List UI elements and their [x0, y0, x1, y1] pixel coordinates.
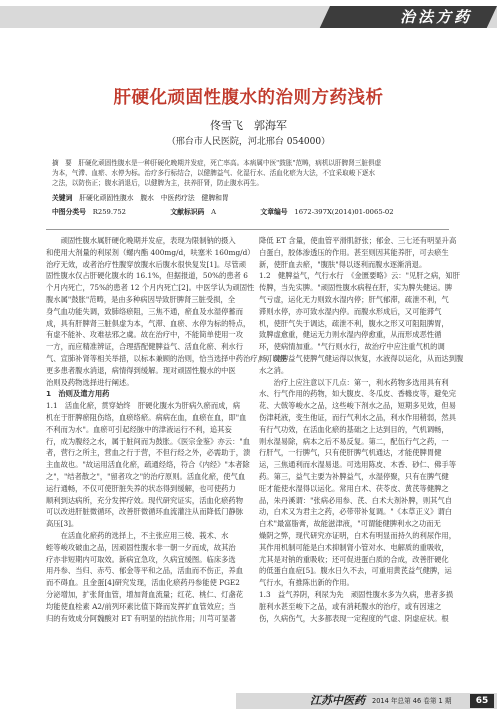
- classification-line: [52, 206, 446, 216]
- body-text-line: 之"，"结者散之"，"留者攻之"的治疗原则。活血化瘀，使气血: [46, 471, 246, 481]
- body-text-line: 治疗无效，或者治疗性腹穿放腹水后腹水很快复发[1]。尽管顽: [46, 259, 247, 269]
- keywords: 肝硬化顽固性腹水 腹水 中医药疗法 健脾和胃: [79, 194, 229, 202]
- body-text-line: 蛭等峻攻破血之品，因顽固性腹水非一朝一夕而成，故其治: [46, 542, 236, 552]
- doc-code-label: 文献标识码: [170, 208, 205, 216]
- body-text-line: 治则及药物选择进行阐述。: [46, 377, 134, 387]
- body-text-line: 传脾，当先实脾。"顽固性腹水病程在肝，实为脾失健运。脾: [259, 283, 453, 293]
- article-title: 肝硬化顽固性腹水的治则方药浅析: [113, 88, 384, 108]
- section-title: 治法方药: [400, 8, 473, 26]
- body-text-line: 旺才能使水湿得以运化。常用白术、茯苓皮、黄芪等健脾之: [259, 483, 449, 493]
- footer-bar: [236, 693, 497, 709]
- clc-code: R259.752: [92, 208, 127, 216]
- body-text-line: 更多患者腹水消退，病情得到缓解。现对顽固性腹水的中医: [46, 365, 236, 375]
- body-text-line: 不利而为水"。血瘀可引起经脉中的津液运行不利，追其妄: [46, 424, 232, 434]
- body-text-line: 成，具有肝脾肾三脏俱虚为本，气滞、血瘀、水停为标的特点，: [46, 318, 251, 328]
- body-text-line: 脏利水甚至峻下之品，或有消耗腹水的治疗，或有因速之: [259, 601, 442, 611]
- footer-issue: 2014 年总第 46 卷第 1 期: [372, 697, 452, 705]
- body-text-line: 在活血化瘀药的选择上，不主张应用三棱、莪术、水: [46, 530, 229, 540]
- body-text-line: 白蛋白，胶体渗透压的作用。甚至则因其能养肝，可去瘀生: [259, 247, 449, 257]
- body-text-line: 1.2 健脾益气，气行水行 《金匮要略》云："见肝之病，知肝: [259, 271, 461, 281]
- body-text-line: 而不碍血。且金蛋[4]研究发现，活血化瘀药丹参能使 PGE2: [46, 578, 240, 588]
- body-text-line: 畅，健脾益气使脾气健运得以恢复，水液得以运化，从而达到腹: [259, 353, 464, 363]
- body-text-line: 品，朱丹溪谓："张病必用参、芪、白术大剂补脾，则其气自: [259, 495, 453, 505]
- body-text-line: 分泌增加，扩张肾血管，增加肾血流量；红花、桃仁、灯盏花: [46, 589, 244, 599]
- section-heading: 1 治则及遣方用药: [46, 389, 110, 399]
- body-text-line: 顽固性腹水属肝硬化晚期并发症，表现为限制钠的摄入: [46, 236, 236, 245]
- abstract-line: 摘 要 肝硬化顽固性腹水是一种肝硬化晚期并发症，死亡率高。本病属中医"鼓胀"范畴，病机以肝脾肾三脏俱虚: [52, 159, 382, 167]
- body-text-line: 机，使肝气失于调达，疏泄不利，腹水之形又可阻阻脾胃，: [259, 318, 449, 328]
- body-text-line: 和使用大剂量的利尿剂（螺内酯 400mg/d，呋塞米 160mg/d）: [46, 247, 255, 257]
- body-text-line: 行，成为腹经之水，属于脏间而为鼓胀。《医宗金鉴》亦云："血: [46, 436, 251, 446]
- body-text-line: 其作用机制可能是白术抑制肾小管对水、电解质的重吸收，: [259, 542, 449, 552]
- body-text-line: 白术"最富脂膏，故能滋津液，"可谓能健脾利水之功而无: [259, 519, 441, 529]
- body-right-column: [259, 235, 464, 624]
- body-text-line: 则水湿易除，病本之后不易反复。第二，配伍行气之药，一: [259, 436, 449, 446]
- body-text-line: 均能使血栓素 A2/前列环素比值下降而发挥扩血管效应；当: [46, 601, 236, 611]
- body-text-line: 主血故也。"故运用活血化瘀，疏通经络，符合《内经》"本者除: [46, 460, 250, 470]
- page-number: 65: [470, 694, 494, 708]
- body-text-line: 气行水，有推陈出新的作用。: [259, 578, 354, 588]
- body-text-line: 疗亦非短期内可取效。新病宜急攻，久病宜缓图。临床多选: [46, 554, 236, 564]
- body-text-line: 身气血功能失调，致肺络瘀阻，三焦不通，瘀血及水湿停蓄而: [46, 306, 244, 316]
- body-text-line: 气、宣肺补肾等相关举措，以标本兼顾的治则，恰当选择中药治疗，可以使: [46, 353, 287, 363]
- body-text-line: 降低 ET 含量，使血管平滑肌舒张；郁金、三七还有明显升高: [259, 236, 457, 245]
- keywords-label: 关键词: [52, 194, 73, 202]
- body-text-line: 药。第三，益气主要为补脾益气，水湿停聚，只有在脾气健: [259, 471, 449, 481]
- body-text-line: 滞则水停，亦可致水湿内停。而腹水形成后，又可能滞气: [259, 306, 442, 316]
- article-affiliation: （邢台市人民医院，河北邢台 054000）: [166, 137, 331, 147]
- body-text-line: 有虚不能补、攻难祛邪之虞。故在治疗中，不能简单使用一攻: [46, 330, 244, 340]
- body-text-line: 有行气功效，在活血化瘀的基础之上达到目的，气机调畅，: [259, 424, 449, 434]
- doc-code: A: [211, 208, 217, 216]
- body-text-line: 固性腹水仅占肝硬化腹水的 16.1%，但据报道，50%的患者 6: [46, 271, 248, 281]
- abstract-line: 之法，以防伤正；腹水消退后，以健脾为主，扶养肝肾，防止腹水再生。: [52, 179, 263, 188]
- body-text-line: 花、大戟等峻水之品，这些峻下剂水之品，短期多见效，但易: [259, 401, 457, 411]
- body-text-line: 致脾虚愈重，健运无力则水湿内停愈重，从而形成恶性循: [259, 330, 442, 340]
- clc-label: 中图分类号: [52, 208, 86, 216]
- keywords-line: [52, 192, 446, 202]
- body-text-line: 的低蛋白血症[5]。腹水日久不去，可重用黄芪益气健脾，运: [259, 566, 452, 576]
- body-text-line: 水、行气作用的药物，如大腹皮、冬瓜皮、香橼皮等，避免完: [259, 389, 457, 399]
- body-text-line: 运行通畅，不仅可使肝脏失养的状态得到缓解，也可使药力: [46, 483, 236, 493]
- body-text-line: 行肝气，一行脾气，只有使肝脾气机通达，才能使脾胃健: [259, 448, 442, 458]
- body-text-line: 归的有效成分阿魏酸对 ET 有明显的拮抗作用；川芎可显著: [46, 613, 236, 623]
- body-text-line: 可以改进肝脏微循环，改善肝微循环血流灌注从而降低门静脉: [46, 507, 244, 517]
- body-text-line: 顺利到达病所，充分发挥疗效。现代研究证实，活血化瘀药物: [46, 495, 244, 505]
- body-text-line: 运，三焦通利而水湿易退。可选用陈皮、木香、砂仁、佛手等: [259, 460, 457, 470]
- body-text-line: 者，营行之所主，营血之行于营，不但行经之外，必需助于，溃: [46, 448, 251, 458]
- body-text-line: 环，使病情加重。"气行则水行，故治疗中应注重气机的调: [259, 342, 445, 352]
- body-text-line: 伤津耗液，变生他证，而行气利水之品，利水作用稍弱，然具: [259, 412, 457, 422]
- body-text-line: 气亏虚，运化无力则致水湿内停；肝气郁滞，疏泄不利，气: [259, 294, 449, 304]
- body-text-line: 高压[3]。: [46, 519, 79, 529]
- body-text-line: 机在于肝脾瘀阻伤络，血瘀络瘀。病病在血，血瘀在血，即"血: [46, 412, 247, 422]
- body-text-line: 腹水属"鼓胀"范畴，是由多种病因导致肝脾肾三脏受损，全: [46, 294, 236, 304]
- footer-journal-name: 江苏中医药: [310, 694, 365, 707]
- abstract: [52, 158, 446, 189]
- body-text-line: 水之消。: [259, 365, 289, 375]
- body-text-line: 燥阴之弊，现代研究亦证明，白术有明显而持久的利尿作用，: [259, 530, 457, 540]
- article-no-label: 文章编号: [260, 208, 288, 216]
- body-text-line: 尤其是对钠的重吸收；还可促进蛋白质的合成，改善肝硬化: [259, 554, 449, 564]
- article-authors: 佟雪飞 郭海军: [210, 119, 287, 132]
- body-text-line: 新，使肝血去瘀，"腹肤"得以逐利而腹水逐渐消退。: [259, 259, 427, 269]
- body-text-line: 1.1 活血化瘀，贯穿始终 肝硬化腹水为肝病久瘀而成，病: [46, 401, 241, 411]
- body-text-line: 1.3 益气养阴，利尿为先 顽固性腹水多为久病，患者多损: [259, 589, 454, 599]
- article-no: 1672-397X(2014)01-0065-02: [294, 208, 394, 216]
- abstract-divider: [46, 229, 449, 230]
- body-text-line: 一方，而应精准辨证，合理搭配健脾益气、活血化瘀、利水行: [46, 342, 244, 352]
- abstract-line: 为本，气滞、血瘀、水停为标。治疗多行标结合，以健脾益气、化湿行水、活血化瘀为大法，不宜采取峻下逐水: [52, 169, 376, 178]
- body-text-line: 用丹参、当归、赤芍、郁金等平和之品，活血而不伤正，养血: [46, 566, 244, 576]
- body-text-line: 伤，久病伤气，大多都表现一定程度的气虚、阴虚症状。根: [259, 613, 449, 623]
- body-text-line: 个月内死亡，75%的患者 12 个月内死亡[2]。中医学认为顽固性: [46, 283, 255, 293]
- body-text-line: 动，白术又为君主之药，必带带补复调。"《本草正义》谓白: [259, 507, 453, 517]
- body-text-line: 治疗上应注意以下几点：第一，利水药物多选用具有利: [259, 377, 449, 387]
- section-banner: [0, 0, 497, 38]
